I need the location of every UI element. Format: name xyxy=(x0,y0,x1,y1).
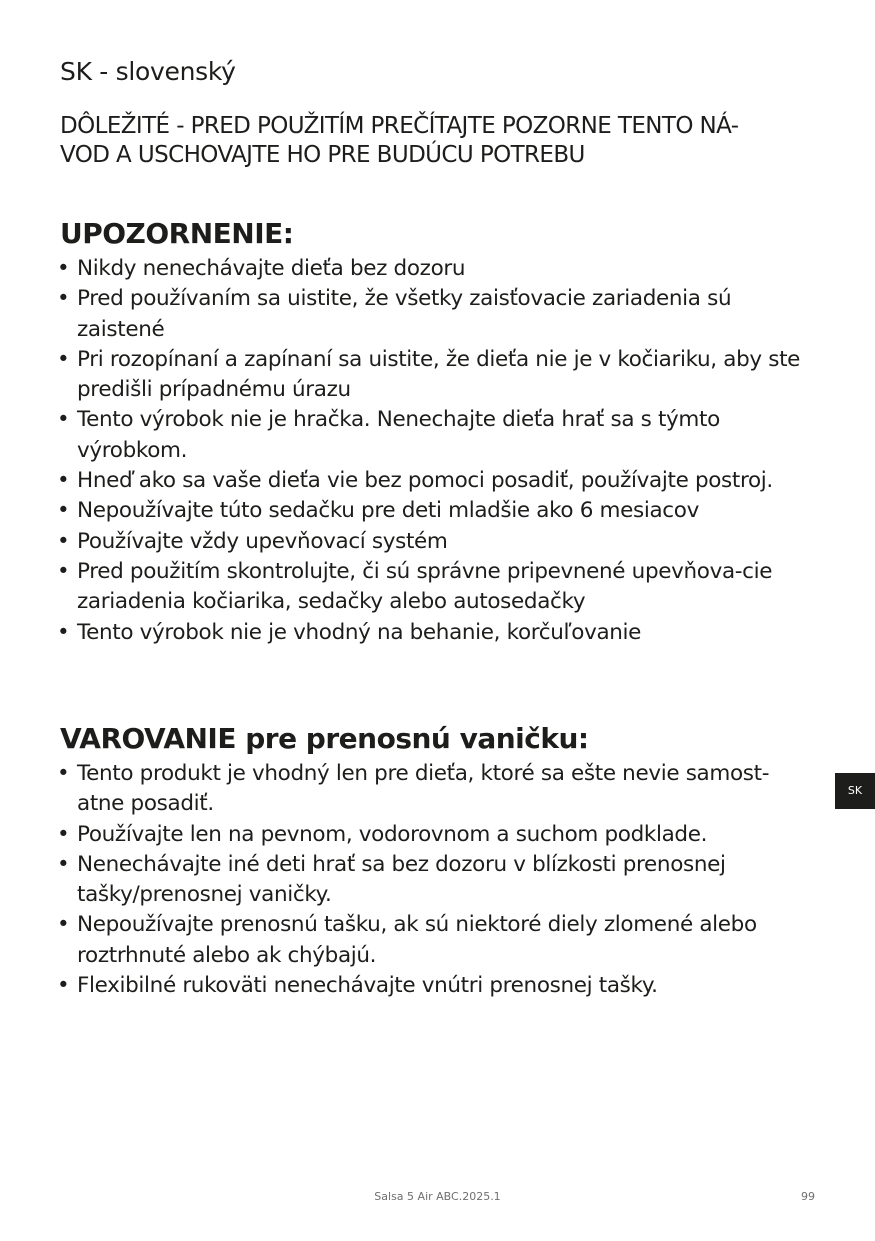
list-item xyxy=(56,284,816,345)
list-item xyxy=(56,466,816,496)
list-item-text: Nepoužívajte túto sedačku pre deti mladšie ako 6 mesiacov xyxy=(77,498,699,524)
bullet-icon: • xyxy=(57,528,70,554)
list-item xyxy=(56,254,816,284)
list-item xyxy=(56,910,816,971)
list-item xyxy=(56,971,816,1001)
bullet-icon: • xyxy=(57,821,70,847)
list-item-text: Pri rozopínaní a zapínaní sa uistite, že dieťa nie je v kočiariku, aby ste predišli prípadnému úrazu xyxy=(77,346,801,403)
bullet-icon: • xyxy=(57,256,70,281)
bullet-icon: • xyxy=(57,619,70,645)
list-item-text: Nikdy nenechávajte dieťa bez dozoru xyxy=(77,256,466,281)
carrycot-warning-list xyxy=(56,759,816,1001)
list-item xyxy=(56,405,816,466)
list-item-text: Flexibilné rukoväti nenechávajte vnútri prenosnej tašky. xyxy=(77,973,658,999)
footer-document-id: Salsa 5 Air ABC.2025.1 xyxy=(374,1190,501,1203)
important-notice-line-2: VOD A USCHOVAJTE HO PRE BUDÚCU POTREBU xyxy=(60,142,585,168)
list-item xyxy=(56,820,816,850)
list-item xyxy=(56,850,816,911)
warnings-list xyxy=(56,254,816,648)
list-item-text: Tento produkt je vhodný len pre dieťa, ktoré sa ešte nevie samost-atne posadiť. xyxy=(77,761,770,817)
list-item-text: Nenechávajte iné deti hrať sa bez dozoru v blízkosti prenosnej tašky/prenosnej vaničky. xyxy=(77,851,726,908)
bullet-icon: • xyxy=(57,346,70,372)
page-number: 99 xyxy=(801,1190,815,1203)
language-tab: SK xyxy=(835,773,875,809)
list-item-text: Používajte vždy upevňovací systém xyxy=(77,528,448,554)
list-item-text: Pred použitím skontrolujte, či sú správne pripevnené upevňova-cie zariadenia kočiarika, sedačky alebo autosedačky xyxy=(77,558,773,615)
important-notice-line-1: DÔLEŽITÉ - PRED POUŽITÍM PREČÍTAJTE POZORNE TENTO NÁ- xyxy=(60,113,739,139)
bullet-icon: • xyxy=(57,973,70,999)
list-item-text: Pred používaním sa uistite, že všetky zaisťovacie zariadenia sú zaistené xyxy=(77,286,732,342)
list-item-text: Tento výrobok nie je hračka. Nenechajte dieťa hrať sa s týmto výrobkom. xyxy=(77,407,720,463)
bullet-icon: • xyxy=(57,498,70,524)
list-item xyxy=(56,618,816,648)
bullet-icon: • xyxy=(57,558,70,584)
important-notice xyxy=(60,112,800,170)
list-item xyxy=(56,527,816,557)
language-title: SK - slovenský xyxy=(60,57,236,86)
bullet-icon: • xyxy=(57,407,70,433)
list-item-text: Používajte len na pevnom, vodorovnom a suchom podklade. xyxy=(77,821,708,847)
warnings-heading: UPOZORNENIE: xyxy=(60,217,294,250)
bullet-icon: • xyxy=(57,468,70,494)
carrycot-warning-heading: VAROVANIE pre prenosnú vaničku: xyxy=(60,722,589,755)
bullet-icon: • xyxy=(57,286,70,312)
list-item-text: Tento výrobok nie je vhodný na behanie, korčuľovanie xyxy=(77,619,642,645)
list-item xyxy=(56,496,816,526)
bullet-icon: • xyxy=(57,851,70,877)
list-item-text: Nepoužívajte prenosnú tašku, ak sú niektoré diely zlomené alebo roztrhnuté alebo ak chýbajú. xyxy=(77,912,757,968)
list-item-text: Hneď ako sa vaše dieťa vie bez pomoci posadiť, používajte postroj. xyxy=(77,468,773,494)
bullet-icon: • xyxy=(57,912,70,938)
list-item xyxy=(56,345,816,406)
list-item xyxy=(56,557,816,618)
list-item xyxy=(56,759,816,820)
bullet-icon: • xyxy=(57,761,70,786)
